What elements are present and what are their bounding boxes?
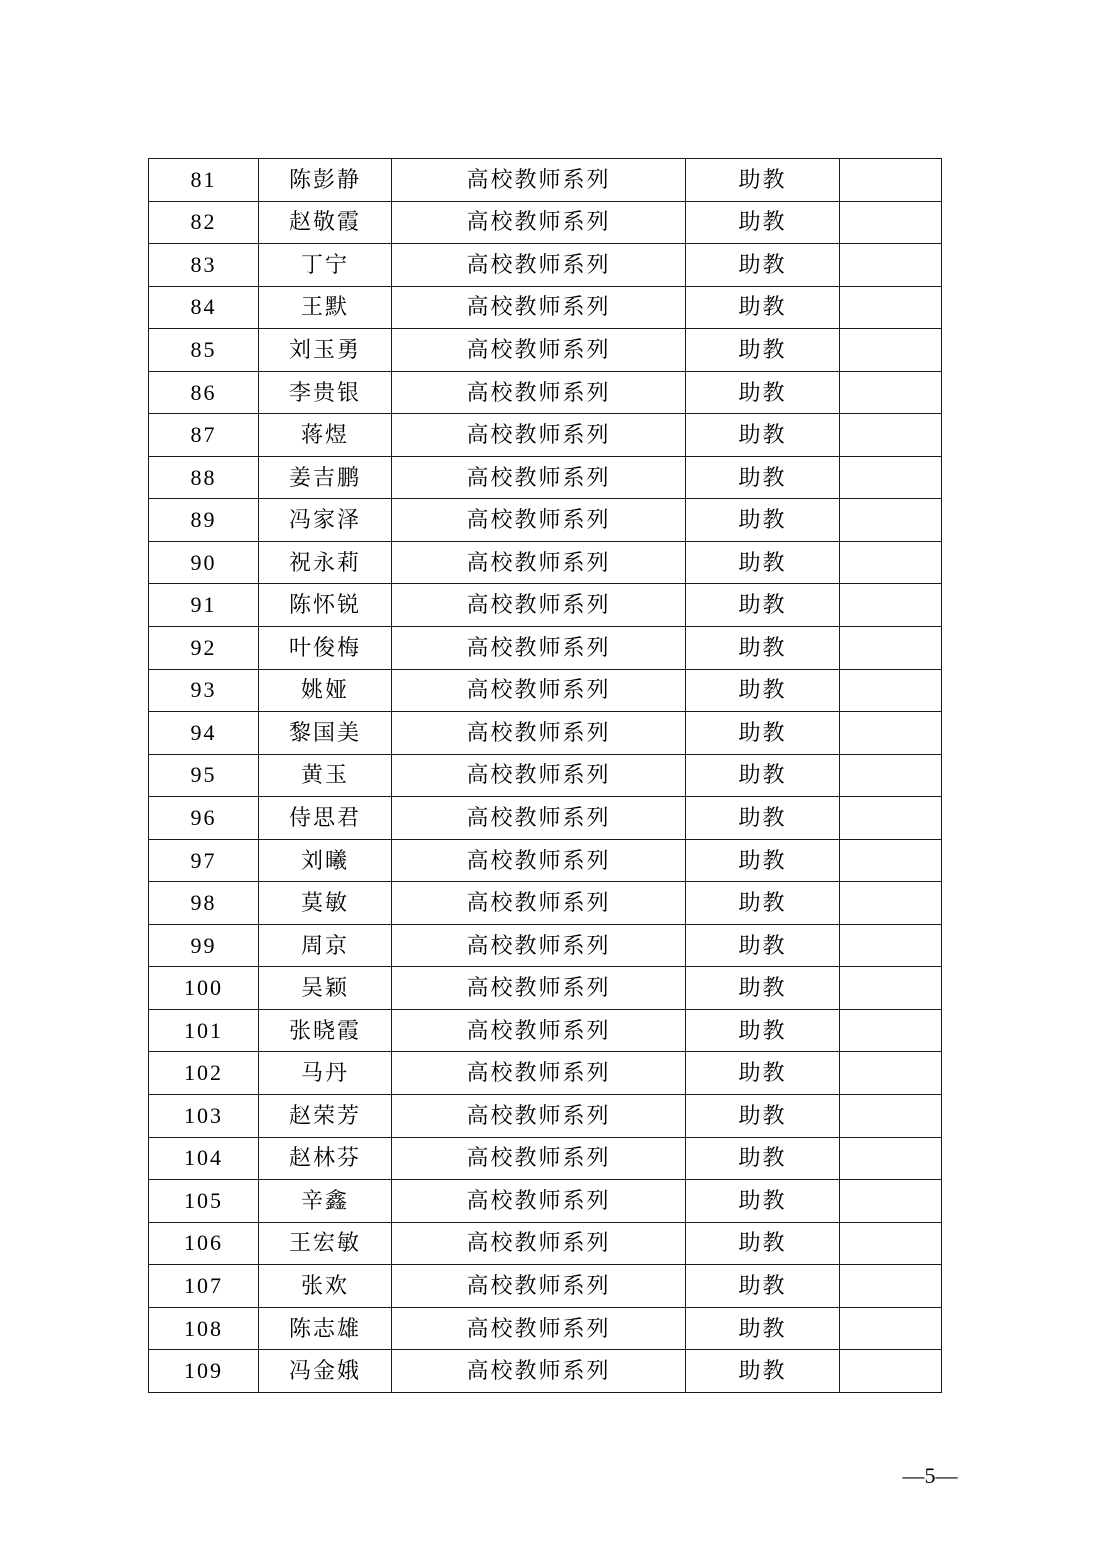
title-cell: 助教	[686, 669, 840, 712]
name-cell: 王默	[259, 286, 392, 329]
name-cell: 赵林芬	[259, 1137, 392, 1180]
table-row	[149, 414, 942, 457]
series-cell: 高校教师系列	[392, 754, 686, 797]
remark-cell	[840, 159, 942, 202]
row-number-cell: 82	[149, 201, 259, 244]
name-cell: 黎国美	[259, 712, 392, 755]
title-cell: 助教	[686, 1009, 840, 1052]
table-row	[149, 839, 942, 882]
table-row	[149, 1350, 942, 1393]
remark-cell	[840, 584, 942, 627]
name-cell: 赵荣芳	[259, 1095, 392, 1138]
remark-cell	[840, 924, 942, 967]
row-number-cell: 83	[149, 244, 259, 287]
series-cell: 高校教师系列	[392, 286, 686, 329]
name-cell: 王宏敏	[259, 1222, 392, 1265]
name-cell: 陈彭静	[259, 159, 392, 202]
table-row	[149, 754, 942, 797]
table-row	[149, 1180, 942, 1223]
name-cell: 辛鑫	[259, 1180, 392, 1223]
title-cell: 助教	[686, 329, 840, 372]
name-cell: 陈怀锐	[259, 584, 392, 627]
title-cell: 助教	[686, 1307, 840, 1350]
title-cell: 助教	[686, 627, 840, 670]
row-number-cell: 100	[149, 967, 259, 1010]
series-cell: 高校教师系列	[392, 159, 686, 202]
title-cell: 助教	[686, 456, 840, 499]
name-cell: 姜吉鹏	[259, 456, 392, 499]
table-row	[149, 584, 942, 627]
table-row	[149, 1265, 942, 1308]
row-number-cell: 107	[149, 1265, 259, 1308]
series-cell: 高校教师系列	[392, 244, 686, 287]
table-row	[149, 1009, 942, 1052]
table-row	[149, 244, 942, 287]
row-number-cell: 109	[149, 1350, 259, 1393]
title-cell: 助教	[686, 839, 840, 882]
remark-cell	[840, 712, 942, 755]
row-number-cell: 92	[149, 627, 259, 670]
name-cell: 张晓霞	[259, 1009, 392, 1052]
table-row	[149, 201, 942, 244]
series-cell: 高校教师系列	[392, 371, 686, 414]
row-number-cell: 108	[149, 1307, 259, 1350]
row-number-cell: 81	[149, 159, 259, 202]
remark-cell	[840, 797, 942, 840]
remark-cell	[840, 1350, 942, 1393]
remark-cell	[840, 627, 942, 670]
series-cell: 高校教师系列	[392, 541, 686, 584]
name-cell: 马丹	[259, 1052, 392, 1095]
row-number-cell: 87	[149, 414, 259, 457]
series-cell: 高校教师系列	[392, 924, 686, 967]
table-row	[149, 499, 942, 542]
series-cell: 高校教师系列	[392, 1137, 686, 1180]
remark-cell	[840, 1180, 942, 1223]
remark-cell	[840, 244, 942, 287]
row-number-cell: 97	[149, 839, 259, 882]
title-cell: 助教	[686, 414, 840, 457]
table-row	[149, 924, 942, 967]
table-row	[149, 712, 942, 755]
table-row	[149, 1052, 942, 1095]
remark-cell	[840, 1052, 942, 1095]
remark-cell	[840, 839, 942, 882]
title-cell: 助教	[686, 797, 840, 840]
row-number-cell: 84	[149, 286, 259, 329]
name-cell: 姚娅	[259, 669, 392, 712]
row-number-cell: 96	[149, 797, 259, 840]
title-cell: 助教	[686, 499, 840, 542]
remark-cell	[840, 754, 942, 797]
name-cell: 冯金娥	[259, 1350, 392, 1393]
remark-cell	[840, 329, 942, 372]
title-cell: 助教	[686, 201, 840, 244]
remark-cell	[840, 201, 942, 244]
series-cell: 高校教师系列	[392, 882, 686, 925]
page-number: —5—	[902, 1463, 958, 1488]
series-cell: 高校教师系列	[392, 499, 686, 542]
remark-cell	[840, 967, 942, 1010]
title-cell: 助教	[686, 541, 840, 584]
row-number-cell: 102	[149, 1052, 259, 1095]
title-cell: 助教	[686, 1095, 840, 1138]
series-cell: 高校教师系列	[392, 1307, 686, 1350]
name-cell: 黄玉	[259, 754, 392, 797]
remark-cell	[840, 1307, 942, 1350]
row-number-cell: 103	[149, 1095, 259, 1138]
name-cell: 周京	[259, 924, 392, 967]
series-cell: 高校教师系列	[392, 201, 686, 244]
row-number-cell: 86	[149, 371, 259, 414]
remark-cell	[840, 499, 942, 542]
table-row	[149, 456, 942, 499]
series-cell: 高校教师系列	[392, 1265, 686, 1308]
title-cell: 助教	[686, 584, 840, 627]
remark-cell	[840, 669, 942, 712]
title-cell: 助教	[686, 712, 840, 755]
title-cell: 助教	[686, 1180, 840, 1223]
row-number-cell: 106	[149, 1222, 259, 1265]
row-number-cell: 98	[149, 882, 259, 925]
name-cell: 刘曦	[259, 839, 392, 882]
remark-cell	[840, 456, 942, 499]
row-number-cell: 90	[149, 541, 259, 584]
name-cell: 莫敏	[259, 882, 392, 925]
row-number-cell: 94	[149, 712, 259, 755]
title-cell: 助教	[686, 1350, 840, 1393]
row-number-cell: 99	[149, 924, 259, 967]
title-cell: 助教	[686, 882, 840, 925]
name-cell: 侍思君	[259, 797, 392, 840]
row-number-cell: 91	[149, 584, 259, 627]
name-cell: 陈志雄	[259, 1307, 392, 1350]
series-cell: 高校教师系列	[392, 329, 686, 372]
name-cell: 李贵银	[259, 371, 392, 414]
name-cell: 蒋煜	[259, 414, 392, 457]
remark-cell	[840, 541, 942, 584]
title-cell: 助教	[686, 159, 840, 202]
remark-cell	[840, 1095, 942, 1138]
remark-cell	[840, 1222, 942, 1265]
table-row	[149, 627, 942, 670]
table-row	[149, 1222, 942, 1265]
table-row	[149, 1307, 942, 1350]
title-cell: 助教	[686, 1222, 840, 1265]
name-cell: 冯家泽	[259, 499, 392, 542]
series-cell: 高校教师系列	[392, 414, 686, 457]
remark-cell	[840, 286, 942, 329]
remark-cell	[840, 414, 942, 457]
series-cell: 高校教师系列	[392, 712, 686, 755]
table-row	[149, 541, 942, 584]
row-number-cell: 93	[149, 669, 259, 712]
row-number-cell: 101	[149, 1009, 259, 1052]
title-cell: 助教	[686, 286, 840, 329]
remark-cell	[840, 371, 942, 414]
title-cell: 助教	[686, 371, 840, 414]
table-row	[149, 967, 942, 1010]
row-number-cell: 88	[149, 456, 259, 499]
remark-cell	[840, 1009, 942, 1052]
table-row	[149, 882, 942, 925]
series-cell: 高校教师系列	[392, 669, 686, 712]
table-row	[149, 1137, 942, 1180]
series-cell: 高校教师系列	[392, 1350, 686, 1393]
row-number-cell: 89	[149, 499, 259, 542]
title-cell: 助教	[686, 1137, 840, 1180]
table-row	[149, 371, 942, 414]
name-cell: 祝永莉	[259, 541, 392, 584]
title-cell: 助教	[686, 1265, 840, 1308]
name-cell: 叶俊梅	[259, 627, 392, 670]
row-number-cell: 85	[149, 329, 259, 372]
series-cell: 高校教师系列	[392, 967, 686, 1010]
remark-cell	[840, 882, 942, 925]
roster-table	[148, 158, 942, 1393]
title-cell: 助教	[686, 754, 840, 797]
row-number-cell: 105	[149, 1180, 259, 1223]
name-cell: 刘玉勇	[259, 329, 392, 372]
remark-cell	[840, 1137, 942, 1180]
series-cell: 高校教师系列	[392, 839, 686, 882]
remark-cell	[840, 1265, 942, 1308]
series-cell: 高校教师系列	[392, 1222, 686, 1265]
series-cell: 高校教师系列	[392, 1052, 686, 1095]
series-cell: 高校教师系列	[392, 1009, 686, 1052]
table-row	[149, 669, 942, 712]
series-cell: 高校教师系列	[392, 1095, 686, 1138]
name-cell: 张欢	[259, 1265, 392, 1308]
table-row	[149, 286, 942, 329]
series-cell: 高校教师系列	[392, 627, 686, 670]
name-cell: 丁宁	[259, 244, 392, 287]
row-number-cell: 95	[149, 754, 259, 797]
title-cell: 助教	[686, 1052, 840, 1095]
title-cell: 助教	[686, 924, 840, 967]
series-cell: 高校教师系列	[392, 584, 686, 627]
series-cell: 高校教师系列	[392, 456, 686, 499]
table-row	[149, 159, 942, 202]
title-cell: 助教	[686, 244, 840, 287]
title-cell: 助教	[686, 967, 840, 1010]
series-cell: 高校教师系列	[392, 797, 686, 840]
row-number-cell: 104	[149, 1137, 259, 1180]
series-cell: 高校教师系列	[392, 1180, 686, 1223]
name-cell: 吴颖	[259, 967, 392, 1010]
name-cell: 赵敬霞	[259, 201, 392, 244]
table-row	[149, 1095, 942, 1138]
table-row	[149, 797, 942, 840]
table-row	[149, 329, 942, 372]
